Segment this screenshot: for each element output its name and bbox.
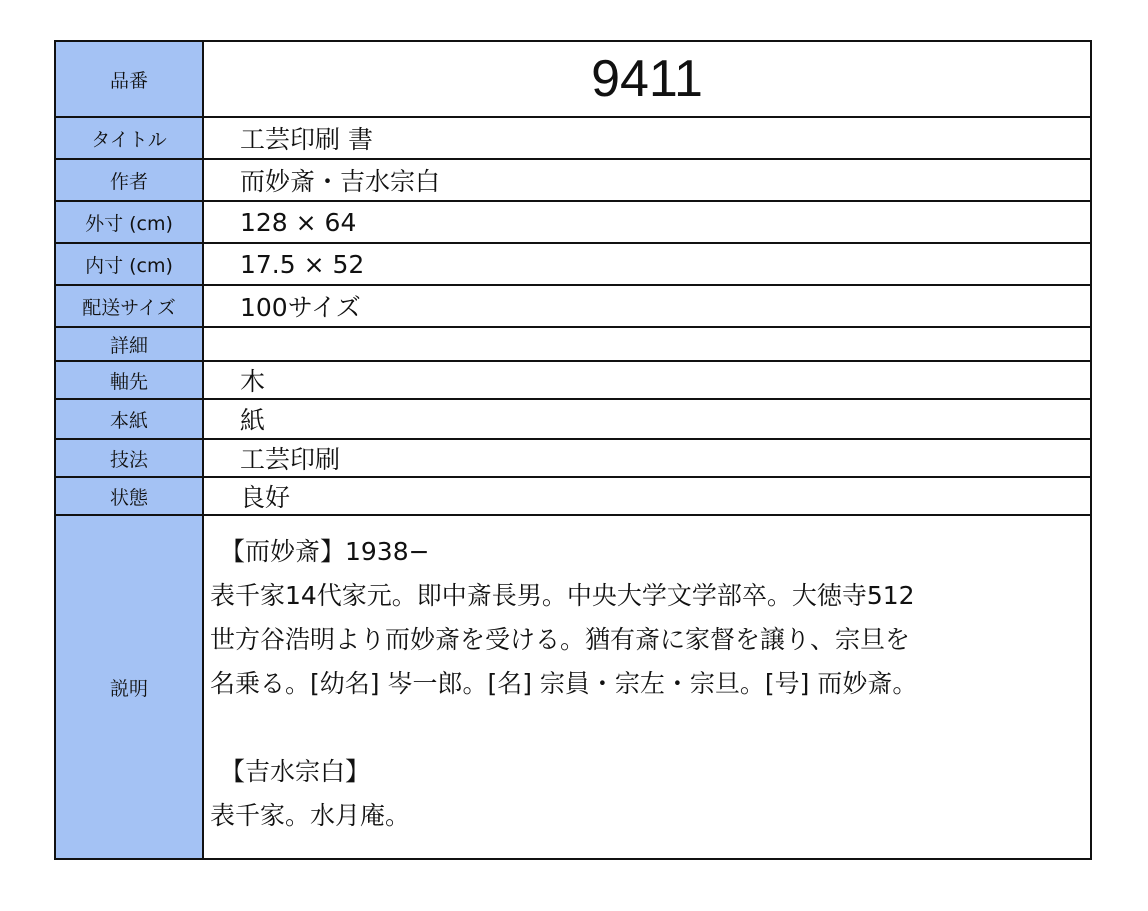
label-roller-end: 軸先 xyxy=(55,361,203,399)
value-base-material: 紙 xyxy=(203,399,1091,439)
value-shipping-size: 100サイズ xyxy=(203,285,1091,327)
description-heading-yoshimizu-sohaku: 【吉水宗白】 xyxy=(220,757,371,786)
description-line: 表千家14代家元。即中斎長男。中央大学文学部卒。大徳寺512 xyxy=(210,581,915,610)
value-condition: 良好 xyxy=(203,477,1091,515)
value-title: 工芸印刷 書 xyxy=(203,117,1091,159)
row-description xyxy=(55,515,1091,859)
description-line: 世方谷浩明より而妙斎を受ける。猶有斎に家督を譲り、宗旦を xyxy=(210,625,911,654)
row-inner-size xyxy=(55,243,1091,285)
label-description: 説明 xyxy=(55,515,203,859)
row-base-material xyxy=(55,399,1091,439)
row-details xyxy=(55,327,1091,361)
value-description xyxy=(203,515,1091,859)
value-technique: 工芸印刷 xyxy=(203,439,1091,477)
row-technique xyxy=(55,439,1091,477)
value-outer-size: 128 × 64 xyxy=(203,201,1091,243)
row-outer-size xyxy=(55,201,1091,243)
row-condition xyxy=(55,477,1091,515)
row-shipping-size xyxy=(55,285,1091,327)
value-details xyxy=(203,327,1091,361)
row-item-number xyxy=(55,41,1091,117)
value-inner-size: 17.5 × 52 xyxy=(203,243,1091,285)
description-line: 名乗る。[幼名] 岑一郎。[名] 宗員・宗左・宗旦。[号] 而妙斎。 xyxy=(210,669,918,698)
label-base-material: 本紙 xyxy=(55,399,203,439)
label-author: 作者 xyxy=(55,159,203,201)
label-details: 詳細 xyxy=(55,327,203,361)
label-technique: 技法 xyxy=(55,439,203,477)
row-roller-end xyxy=(55,361,1091,399)
row-author xyxy=(55,159,1091,201)
label-title: タイトル xyxy=(55,117,203,159)
value-item-number: 9411 xyxy=(203,41,1091,117)
product-spec-table xyxy=(54,40,1092,860)
description-spacer xyxy=(210,706,1090,750)
row-title xyxy=(55,117,1091,159)
description-line: 表千家。水月庵。 xyxy=(210,801,411,830)
value-roller-end: 木 xyxy=(203,361,1091,399)
label-shipping-size: 配送サイズ xyxy=(55,285,203,327)
label-condition: 状態 xyxy=(55,477,203,515)
label-item-number: 品番 xyxy=(55,41,203,117)
value-author: 而妙斎・吉水宗白 xyxy=(203,159,1091,201)
label-inner-size: 内寸 (cm) xyxy=(55,243,203,285)
description-heading-jimyosai: 【而妙斎】1938− xyxy=(220,537,430,566)
label-outer-size: 外寸 (cm) xyxy=(55,201,203,243)
